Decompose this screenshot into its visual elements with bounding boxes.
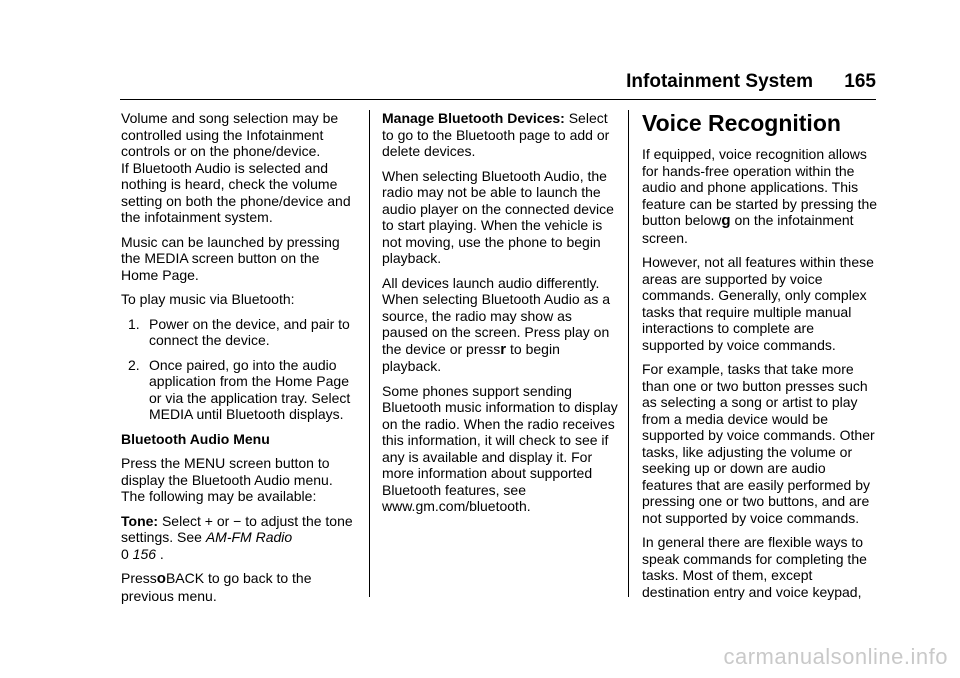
paragraph: To play music via Bluetooth: [121,291,295,307]
paragraph: If equipped, voice recognition allows for hands-free operation within the audio and phone applications. This feature can be started by pressing the button belowg on the infotainment screen. [642,146,878,246]
term-label: Tone: [121,512,159,529]
header-rule [120,99,876,100]
page-header [0,68,876,96]
paragraph: Some phones support sending Bluetooth music information to display on the radio. When the radio receives this information, it will check to see if any is available and display it. For more information about supported Bluetooth features, see www.gm.com/bluetooth. [382,382,618,514]
list-item [121,316,359,349]
subheading: Bluetooth Audio Menu [121,430,270,447]
watermark: carmanualsonline.info [723,644,948,669]
column-2 [382,110,620,523]
paragraph: All devices launch audio differently. When selecting Bluetooth Audio as a source, the radio may show as paused on the screen. Press play on the device or pressr to begin playback. [382,274,611,374]
page-ref-icon: 0 [121,545,129,562]
steps-list [121,316,359,423]
paragraph-tone: Tone: Select + or − to adjust the tone settings. See AM-FM Radio 0 156 . [121,512,353,562]
term-label: Manage Bluetooth Devices: [382,110,565,126]
section-title: Voice Recognition [642,110,841,136]
cross-reference-link[interactable]: AM-FM Radio [205,529,293,545]
step-text: Once paired, go into the audio application from the Home Page or via the application tray. Select MEDIA until Bluetooth displays. [149,356,351,422]
paragraph: Manage Bluetooth Devices: Select to go to the Bluetooth page to add or delete devices. [382,110,610,159]
header-title: Infotainment System [626,71,813,92]
paragraph: When selecting Bluetooth Audio, the radio may not be able to launch the audio player on the connected device to start playing. When the vehicle is not moving, use the phone to begin playback. [382,167,614,266]
column-3 [642,110,878,608]
step-text: Power on the device, and pair to connect the device. [149,315,350,348]
list-item [121,357,359,423]
paragraph: If Bluetooth Audio is selected and nothing is heard, check the volume setting on both the phone/device and the infotainment system. [121,159,351,225]
column-divider-2 [628,110,629,597]
page-reference: 156 [128,545,157,562]
voice-icon: g [721,212,731,229]
paragraph: Music can be launched by pressing the MEDIA screen button on the Home Page. [121,233,340,283]
column-divider-1 [369,110,370,597]
paragraph: However, not all features within these areas are supported by voice commands. Generally, only complex tasks that require multiple manual interactions to complete are supported by voice commands. [642,254,874,353]
paragraph: Volume and song selection may be controlled using the Infotainment controls or on the phone/device. [121,110,339,159]
paragraph: In general there are flexible ways to speak commands for completing the tasks. Most of them, except destination entry and voice keypad, [642,534,867,600]
page-number: 165 [844,71,876,92]
back-icon: o [156,570,166,587]
paragraph: For example, tasks that take more than one or two button presses such as selecting a song or artist to play from a media device would be supported by voice commands. Other tasks, like adjusting the volume or seeking up or down are audio features that are easily performed by pressing one or two buttons, and are not supported by voice commands. [642,361,875,526]
paragraph-back: PressoBACK to go back to the previous menu. [121,570,312,604]
column-1 [121,110,359,612]
step-number: 2. [128,356,140,373]
play-icon: r [500,340,507,358]
paragraph: Press the MENU screen button to display the Bluetooth Audio menu. The following may be available: [121,455,333,504]
step-number: 1. [128,315,140,332]
